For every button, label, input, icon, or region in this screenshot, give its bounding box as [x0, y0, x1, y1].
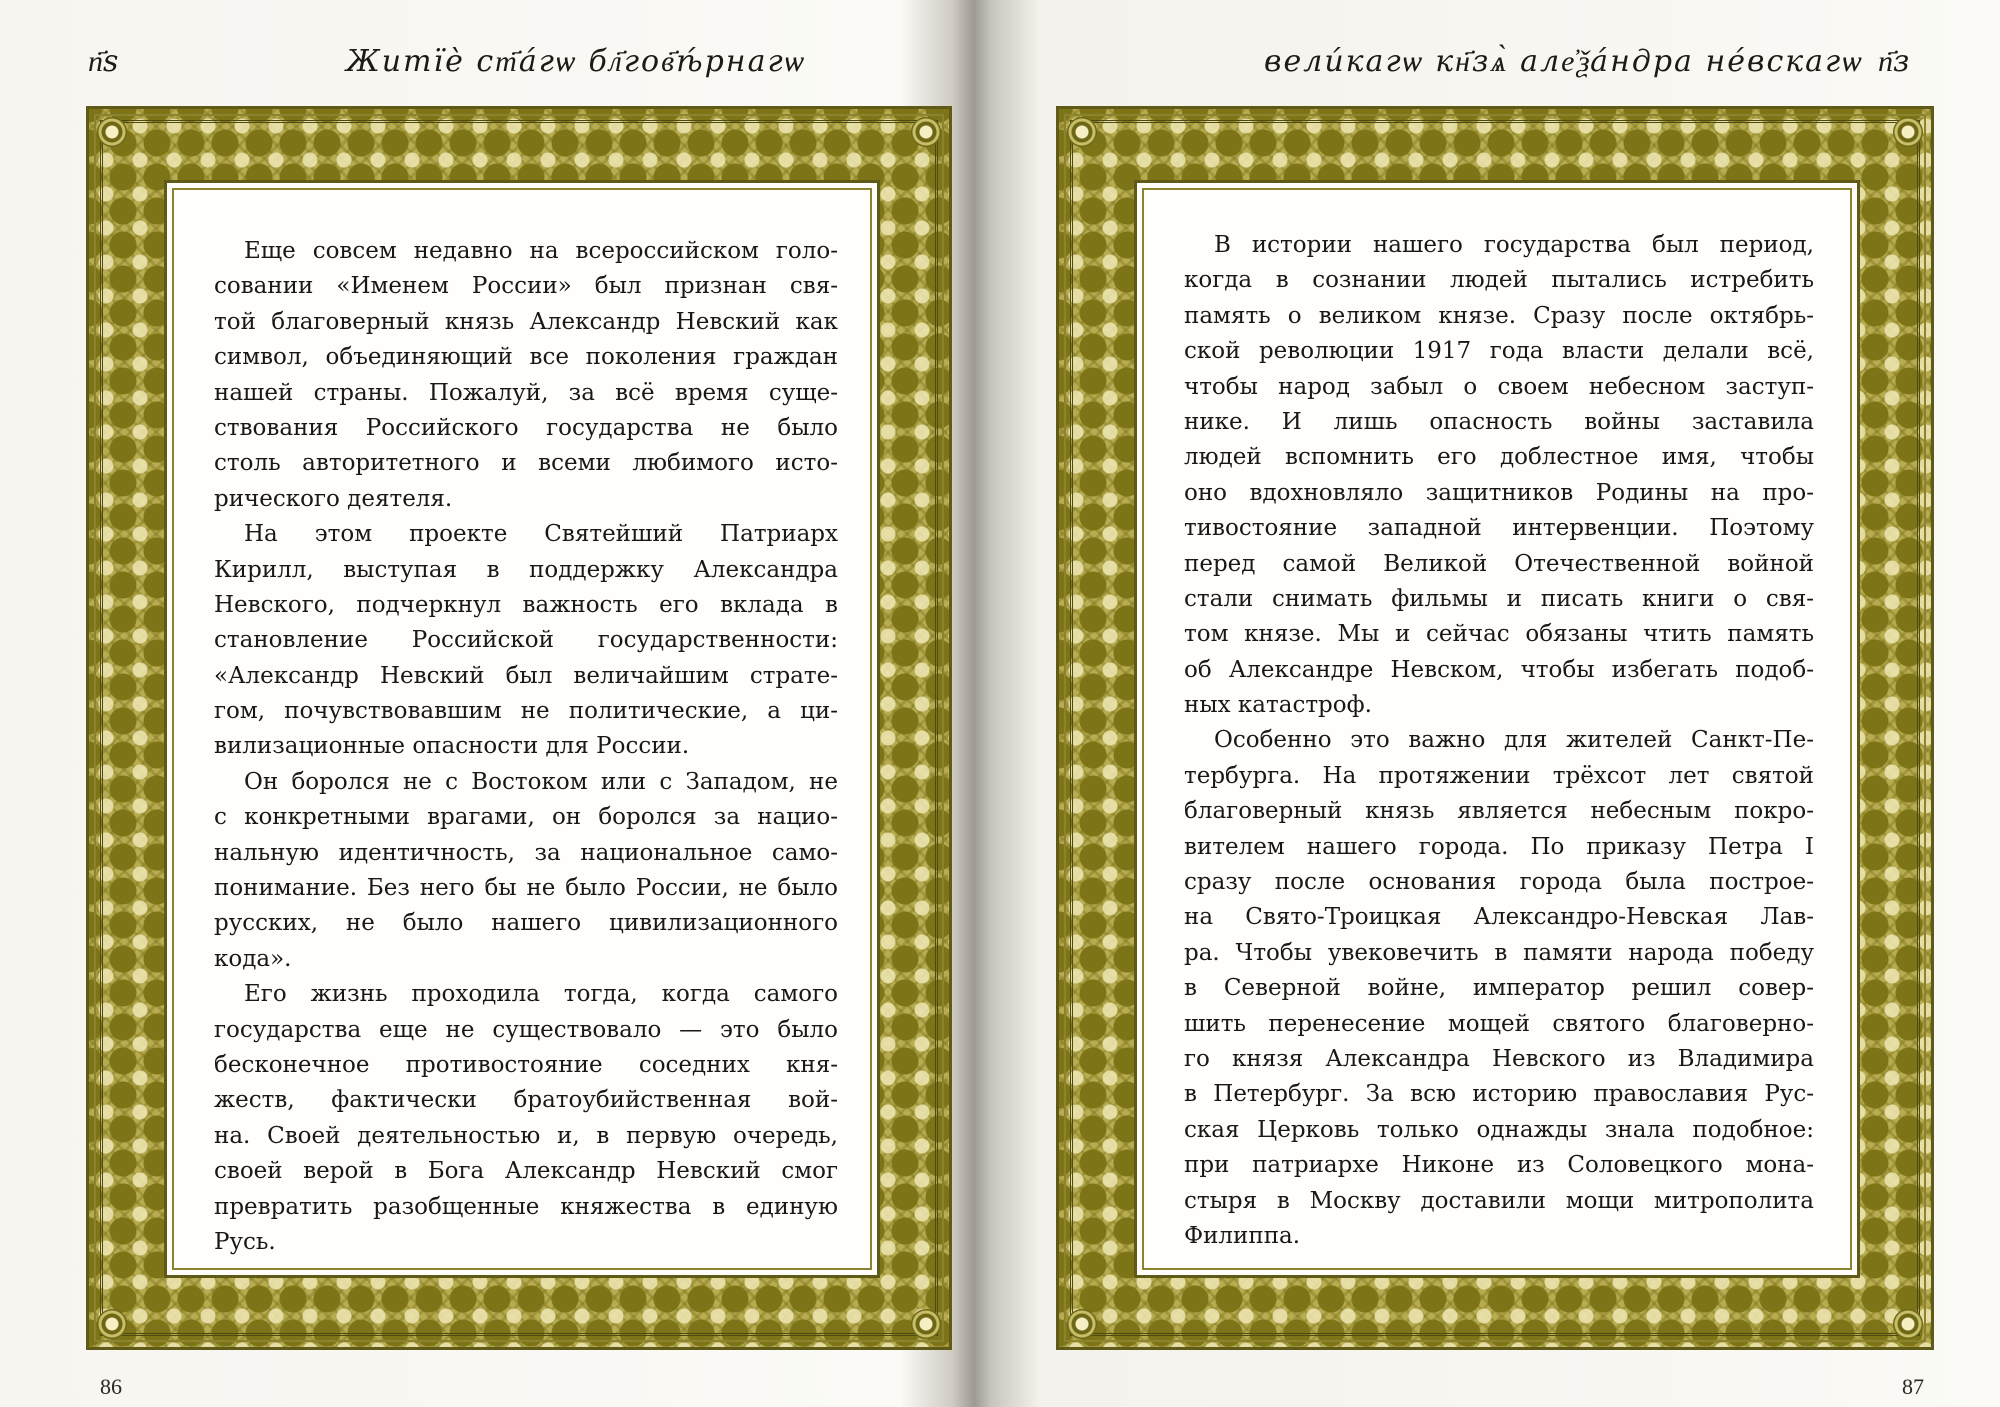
- text-line: память о великом князе. Сразу после октябрь-: [1184, 302, 1814, 329]
- text-line: об Александре Невском, чтобы избегать подоб-: [1184, 656, 1814, 683]
- text-line: кода».: [214, 945, 292, 972]
- text-line: благоверный князь является небесным покро-: [1184, 798, 1814, 825]
- text-line: той благоверный князь Александр Невский как: [214, 308, 838, 335]
- right-page: [1040, 0, 2000, 1407]
- text-line: чтобы народ забыл о своем небесном заступ-: [1184, 373, 1814, 400]
- right-body-text: [1184, 228, 1814, 1254]
- left-corner-ornament: [911, 117, 941, 147]
- text-line: сразу после основания города была построе-: [1184, 869, 1814, 896]
- paragraph: [214, 765, 838, 977]
- text-line: бесконечное противостояние соседних кня-: [214, 1051, 838, 1078]
- text-line: гом, почувствовавшим не политические, а ци-: [214, 698, 838, 725]
- text-line: перед самой Великой Отечественной войной: [1184, 550, 1814, 577]
- text-line: нашей страны. Пожалуй, за всё время суще-: [214, 379, 838, 406]
- text-line: Он боролся не с Востоком или с Западом, не: [244, 768, 838, 795]
- text-line: стыря в Москву доставили мощи митрополита: [1184, 1187, 1814, 1214]
- text-line: Русь.: [214, 1228, 276, 1255]
- text-line: Его жизнь проходила тогда, когда самого: [244, 981, 838, 1008]
- text-line: ных катастроф.: [1184, 692, 1372, 719]
- text-line: нике. И лишь опасность войны заставила: [1184, 408, 1814, 435]
- paragraph: [1184, 723, 1814, 1254]
- text-line: Особенно это важно для жителей Санкт-Пе-: [1214, 727, 1814, 754]
- text-line: ствования Российского государства не было: [214, 414, 838, 441]
- right-corner-ornament: [1067, 117, 1097, 147]
- text-line: понимание. Без него бы не было России, не было: [214, 875, 838, 902]
- text-line: тербурга. На протяжении трёхсот лет святой: [1184, 762, 1814, 789]
- text-line: В истории нашего государства был период,: [1214, 232, 1814, 258]
- text-line: людей вспомнить его доблестное имя, чтобы: [1184, 444, 1814, 471]
- text-line: когда в сознании людей пытались истребить: [1184, 267, 1814, 294]
- paragraph: [214, 234, 838, 517]
- text-line: стали снимать фильмы и писать книги о свя-: [1184, 585, 1814, 612]
- paragraph: [214, 517, 838, 765]
- text-line: русских, не было нашего цивилизационного: [214, 910, 838, 937]
- left-page: [0, 0, 960, 1407]
- left-page-number: 86: [100, 1374, 122, 1399]
- left-running-head: Житїѐ ст҃а́гѡ бл҃гов҃ѣ́рнагѡ: [346, 44, 806, 79]
- right-running-head: вели́кагѡ кн҃зѧ̀ але҆ѯа́ндра не́вскагѡ: [1264, 44, 1864, 79]
- right-corner-ornament: [1893, 1309, 1923, 1339]
- text-line: «Александр Невский был величайшим страте-: [214, 662, 838, 689]
- text-line: с конкретными врагами, он боролся за нацио-: [214, 804, 838, 831]
- text-line: рического деятеля.: [214, 485, 453, 512]
- text-line: вилизационные опасности для России.: [214, 733, 690, 760]
- text-line: вителем нашего города. По приказу Петра I: [1184, 833, 1814, 860]
- text-line: превратить разобщенные княжества в единую: [214, 1193, 838, 1220]
- text-line: ской революции 1917 года власти делали всё,: [1184, 338, 1814, 365]
- text-line: ра. Чтобы увековечить в памяти народа победу: [1184, 939, 1814, 966]
- right-corner-ornament: [1893, 117, 1923, 147]
- text-line: в Петербург. За всю историю православия Рус-: [1184, 1081, 1814, 1108]
- right-page-number: 87: [1902, 1374, 1924, 1399]
- text-line: при патриархе Никоне из Соловецкого мона-: [1184, 1152, 1814, 1179]
- text-line: оно вдохновляло защитников Родины на про-: [1184, 479, 1814, 506]
- text-line: символ, объединяющий все поколения граждан: [214, 344, 838, 371]
- left-corner-ornament: [97, 1309, 127, 1339]
- text-line: на. Своей деятельностью и, в первую очередь,: [214, 1122, 838, 1149]
- paragraph: [214, 977, 838, 1260]
- left-body-text: [214, 234, 838, 1260]
- text-line: в Северной войне, император решил совер-: [1184, 975, 1814, 1002]
- text-line: жеств, фактически братоубийственная вой-: [214, 1087, 838, 1114]
- text-line: тивостояние западной интервенции. Поэтому: [1184, 515, 1814, 542]
- text-line: своей верой в Бога Александр Невский смог: [214, 1158, 838, 1185]
- text-line: го князя Александра Невского из Владимира: [1184, 1045, 1814, 1072]
- text-line: том князе. Мы и сейчас обязаны чтить память: [1184, 621, 1814, 648]
- text-line: Еще совсем недавно на всероссийском голо-: [244, 238, 838, 264]
- right-folio-slavonic: п҃з: [1878, 44, 1910, 79]
- paragraph: [1184, 228, 1814, 723]
- text-line: на Свято-Троицкая Александро-Невская Лав-: [1184, 904, 1814, 931]
- text-line: столь авторитетного и всеми любимого исто-: [214, 450, 838, 477]
- right-corner-ornament: [1067, 1309, 1097, 1339]
- text-line: шить перенесение мощей святого благоверно-: [1184, 1010, 1814, 1037]
- left-corner-ornament: [97, 117, 127, 147]
- text-line: ская Церковь только однажды знала подобное:: [1184, 1116, 1814, 1143]
- text-line: нальную идентичность, за национальное само-: [214, 839, 838, 866]
- text-line: совании «Именем России» был признан свя-: [214, 273, 838, 300]
- text-line: государства еще не существовало — это было: [214, 1016, 838, 1043]
- left-folio-slavonic: п҃ѕ: [88, 44, 119, 79]
- text-line: Кирилл, выступая в поддержку Александра: [214, 556, 838, 583]
- left-corner-ornament: [911, 1309, 941, 1339]
- text-line: становление Российской государственности:: [214, 627, 838, 654]
- text-line: Филиппа.: [1184, 1222, 1301, 1249]
- text-line: На этом проекте Святейший Патриарх: [244, 521, 838, 548]
- text-line: Невского, подчеркнул важность его вклада в: [214, 591, 838, 618]
